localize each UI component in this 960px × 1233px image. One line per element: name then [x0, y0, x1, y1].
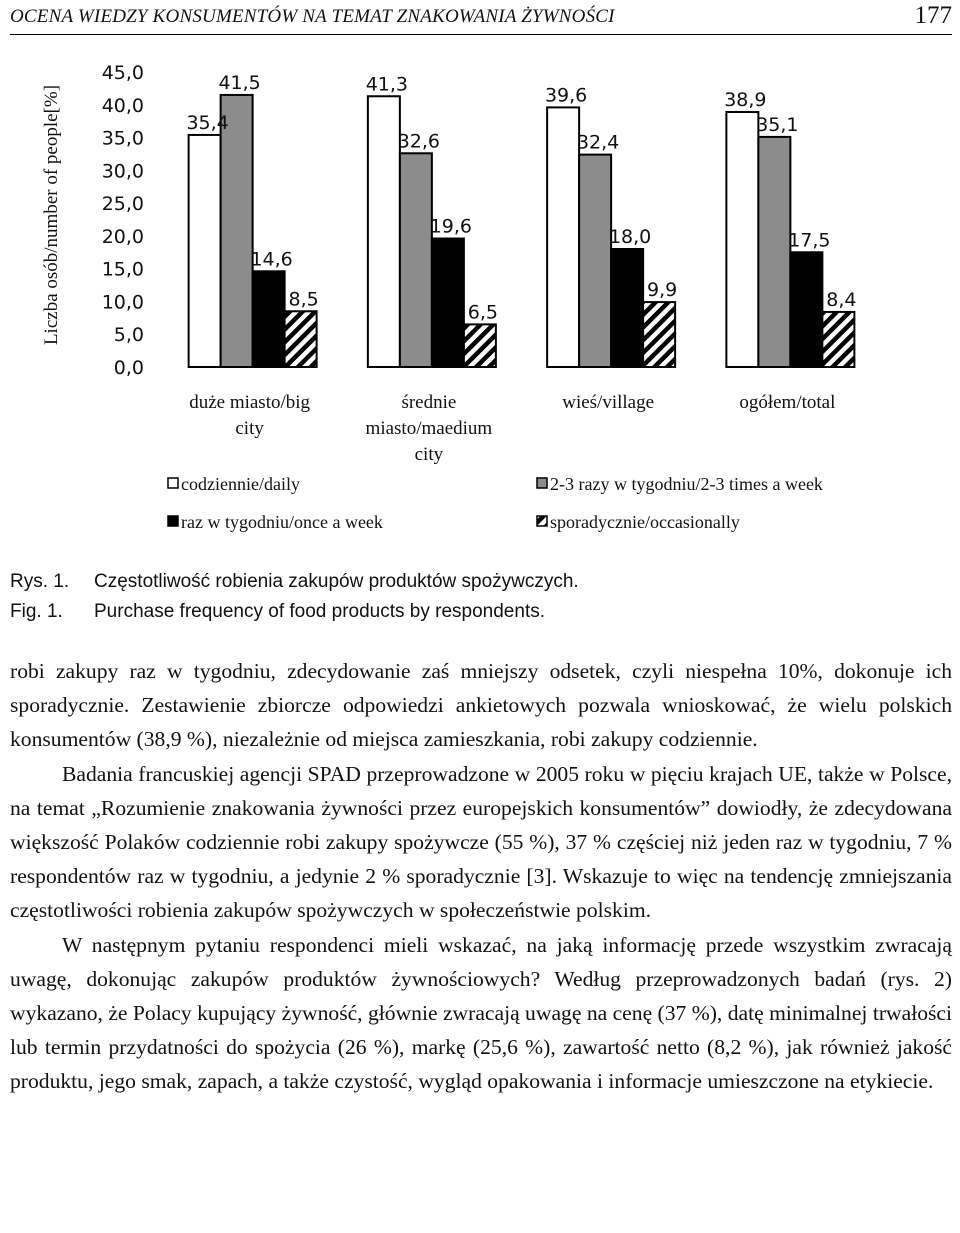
data-label: 39,6 — [544, 84, 588, 107]
bar — [822, 312, 854, 367]
bar — [368, 96, 400, 367]
y-tick-label: 15,0 — [101, 258, 144, 281]
data-label: 38,9 — [724, 88, 767, 111]
bar — [579, 155, 611, 367]
bar — [432, 239, 464, 367]
legend-label: 2-3 razy w tygodniu/2-3 times a week — [550, 474, 823, 494]
figure-caption-en — [10, 601, 950, 627]
legend-label: raz w tygodniu/once a week — [181, 512, 383, 532]
bar — [285, 311, 317, 367]
bar — [547, 107, 579, 367]
y-tick-label: 20,0 — [101, 225, 144, 248]
running-title: OCENA WIEDZY KONSUMENTÓW NA TEMAT ZNAKOWANIA ŻYWNOŚCI — [10, 6, 615, 27]
y-tick-label: 10,0 — [101, 291, 144, 314]
legend — [168, 474, 823, 532]
legend-swatch — [168, 516, 178, 526]
data-label: 19,6 — [429, 215, 473, 238]
legend-swatch — [537, 516, 547, 526]
bar — [464, 324, 496, 367]
category-label: miasto/maedium — [365, 418, 493, 439]
bar — [758, 137, 790, 367]
data-label: 41,5 — [218, 71, 261, 94]
paragraph: W następnym pytaniu respondenci mieli wskazać, na jaką informację przede wszystkim zwracają uwagę, dokonując zakupów produktów żywnościowych? Według przeprowadzonych badań (rys. 2) wykazano, że Polacy kupujący żywność, głównie zwracają uwagę na cenę (37 %), datę minimalnej trwałości lub termin przydatności do spożycia (26 %), markę (25,6 %), zawartość netto (8,2 %), jak również jakość produktu, jego smak, zapach, a także czystość, wygląd opakowania i informacje umieszczone na etykiecie. — [10, 932, 952, 1094]
bar-series — [189, 95, 855, 367]
category-label: city — [414, 444, 444, 465]
legend-label: sporadycznie/occasionally — [550, 512, 740, 532]
data-label: 9,9 — [647, 279, 678, 302]
category-labels — [189, 392, 835, 465]
category-label: city — [235, 418, 264, 439]
bar — [221, 95, 253, 367]
y-tick-label: 30,0 — [101, 160, 144, 183]
y-tick-label: 5,0 — [113, 324, 144, 347]
category-label: duże miasto/big — [189, 392, 311, 413]
y-tick-label: 25,0 — [101, 193, 144, 216]
category-label: ogółem/total — [739, 392, 836, 413]
bar — [189, 135, 221, 367]
bar-chart — [0, 0, 960, 560]
data-label: 8,5 — [288, 288, 319, 311]
legend-label: codziennie/daily — [181, 474, 300, 494]
data-label: 35,4 — [186, 111, 229, 134]
page-number: 177 — [914, 2, 952, 29]
y-axis-title: Liczba osób/number of people[%] — [41, 84, 62, 346]
category-label: średnie — [401, 392, 457, 413]
y-axis — [102, 62, 144, 379]
data-label: 32,6 — [397, 130, 441, 153]
paragraph: Badania francuskiej agencji SPAD przeprowadzone w 2005 roku w pięciu krajach UE, także w Polsce, na temat „Rozumienie znakowania żywności przez europejskich konsumentów” dowiodły, że zdecydowana większość Polaków codziennie robi zakupy spożywcze (55 %), 37 % częściej niż jeden raz w tygodniu, 7 % respondentów raz w tygodniu, a jedynie 2 % sporadycznie [3]. Wskazuje to więc na tendencję zmniejszania częstotliwości robienia zakupów spożywczych w społeczeństwie polskim. — [10, 761, 952, 923]
figure-tag-pl: Rys. 1. — [10, 571, 70, 592]
data-label: 41,3 — [365, 73, 409, 96]
legend-swatch — [168, 478, 178, 488]
y-tick-label: 0,0 — [113, 357, 144, 379]
data-label: 14,6 — [250, 248, 293, 271]
data-label: 17,5 — [788, 229, 831, 252]
paragraph: robi zakupy raz w tygodniu, zdecydowanie zaś mniejszy odsetek, czyli niespełna 10%, dokonuje ich sporadycznie. Zestawienie zbiorcze odpowiedzi ankietowych pozwala wnioskować, że wielu polskich konsumentów (38,9 %), niezależnie od miejsca zamieszkania, robi zakupy codziennie. — [10, 659, 952, 752]
figure-caption-pl — [10, 571, 950, 597]
figure-caption-text-en: Purchase frequency of food products by respondents. — [94, 601, 545, 622]
category-label: wieś/village — [562, 392, 655, 413]
bar — [643, 302, 675, 367]
data-label: 18,0 — [608, 226, 652, 248]
y-tick-label: 40,0 — [101, 94, 144, 117]
bar — [790, 252, 822, 367]
bar — [400, 153, 432, 367]
data-label: 32,4 — [576, 131, 620, 154]
data-label: 35,1 — [756, 113, 799, 136]
body-text — [10, 654, 952, 1099]
data-label: 6,5 — [467, 301, 498, 324]
bar — [611, 249, 643, 367]
y-tick-label: 35,0 — [101, 127, 144, 150]
y-tick-label: 45,0 — [101, 62, 144, 84]
bar — [253, 271, 285, 367]
bar — [726, 112, 758, 367]
figure-tag-en: Fig. 1. — [10, 601, 63, 622]
figure-caption-text-pl: Częstotliwość robienia zakupów produktów spożywczych. — [94, 571, 579, 592]
data-label: 8,4 — [826, 288, 857, 311]
legend-swatch — [537, 478, 547, 488]
